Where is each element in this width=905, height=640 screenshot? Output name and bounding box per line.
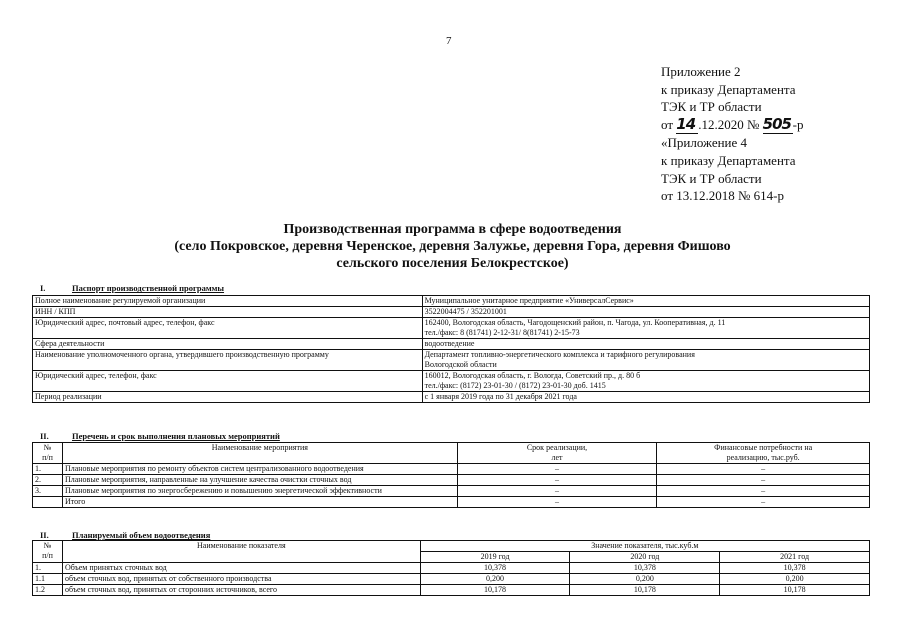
- header-year: 2021 год: [720, 552, 870, 563]
- passport-label: Период реализации: [33, 392, 423, 403]
- passport-value-line-2: Вологодской области: [424, 360, 497, 369]
- row-num: 2.: [33, 475, 63, 486]
- title-line-1: Производственная программа в сфере водоотведения: [283, 222, 622, 237]
- table-row: [33, 350, 870, 371]
- table-header-row: [33, 541, 870, 552]
- measure-financing: –: [657, 475, 870, 486]
- header-year: 2019 год: [420, 552, 570, 563]
- measure-term: –: [457, 497, 657, 508]
- header-num: [33, 443, 63, 464]
- table-row: [33, 497, 870, 508]
- measure-name: Плановые мероприятия по энергосбережению и повышению энергетической эффективности: [62, 486, 457, 497]
- row-num: 1.1: [33, 574, 63, 585]
- measure-name: Плановые мероприятия, направленные на улучшение качества очистки сточных вод: [62, 475, 457, 486]
- section3-number: II.: [40, 530, 49, 540]
- value-2019: 0,200: [420, 574, 570, 585]
- page-number: 7: [446, 35, 452, 47]
- passport-value: Муниципальное унитарное предприятие «УниверсалСервис»: [422, 296, 869, 307]
- table-row: [33, 307, 870, 318]
- passport-value-line-1: Департамент топливно-энергетического комплекса и тарифного регулирования: [424, 350, 695, 359]
- header-num-line-1: №: [43, 443, 52, 452]
- table-row: [33, 464, 870, 475]
- appendix-date-prefix: от: [661, 116, 674, 132]
- value-2021: 10,178: [720, 585, 870, 596]
- passport-value-line-1: 162400, Вологодская область, Чагодощенский район, п. Чагода, ул. Кооперативная, д. 11: [424, 318, 726, 327]
- passport-value: [422, 350, 869, 371]
- table-header-row: [33, 443, 870, 464]
- section1-number: I.: [40, 283, 46, 293]
- value-2019: 10,378: [420, 563, 570, 574]
- header-value-group: Значение показателя, тыс.куб.м: [420, 541, 869, 552]
- table-row: [33, 563, 870, 574]
- table-row: [33, 371, 870, 392]
- header-num: [33, 541, 63, 563]
- measure-term: –: [457, 475, 657, 486]
- passport-label: ИНН / КПП: [33, 307, 423, 318]
- header-financing-line-1: Финансовые потребности на: [714, 443, 813, 452]
- measure-financing: –: [657, 464, 870, 475]
- header-num-line-2: п/п: [42, 551, 53, 560]
- handwritten-order-number: 505: [762, 114, 791, 133]
- measure-financing: –: [657, 486, 870, 497]
- value-2021: 0,200: [720, 574, 870, 585]
- measure-name: Итого: [62, 497, 457, 508]
- section2-title: Перечень и срок выполнения плановых мероприятий: [72, 431, 280, 441]
- header-term-line-1: Срок реализации,: [526, 443, 588, 452]
- row-num: 1.: [33, 464, 63, 475]
- header-term-line-2: лет: [551, 453, 563, 462]
- passport-value: [422, 318, 869, 339]
- indicator-name: объем сточных вод, принятых от сторонних источников, всего: [62, 585, 420, 596]
- table-row: [33, 486, 870, 497]
- section2-heading: [40, 431, 280, 441]
- passport-label: Юридический адрес, почтовый адрес, телефон, факс: [33, 318, 423, 339]
- handwritten-day: 14: [676, 116, 698, 135]
- passport-label: Наименование уполномоченного органа, утвердившего производственную программу: [33, 350, 423, 371]
- value-2021: 10,378: [720, 563, 870, 574]
- appendix-header: [661, 63, 804, 205]
- title-line-3: сельского поселения Белокрестское): [336, 256, 569, 271]
- volume-table: [32, 540, 870, 596]
- row-num: 1.: [33, 563, 63, 574]
- measure-term: –: [457, 464, 657, 475]
- indicator-name: объем сточных вод, принятых от собственного производства: [62, 574, 420, 585]
- value-2020: 10,378: [570, 563, 720, 574]
- passport-value: водоотведение: [422, 339, 869, 350]
- passport-value-line-2: тел./факс: (8172) 23-01-30 / (8172) 23-01-30 доб. 1415: [424, 381, 606, 390]
- value-2020: 0,200: [570, 574, 720, 585]
- appendix-line-2: к приказу Департамента: [661, 81, 796, 97]
- row-num: 3.: [33, 486, 63, 497]
- header-term: [457, 443, 657, 464]
- table-row: [33, 339, 870, 350]
- measures-table: [32, 442, 870, 508]
- section3-title: Планируемый объем водоотведения: [72, 530, 211, 540]
- measure-name: Плановые мероприятия по ремонту объектов систем централизованного водоотведения: [62, 464, 457, 475]
- document-title: [0, 221, 905, 272]
- passport-label: Полное наименование регулируемой организации: [33, 296, 423, 307]
- header-financing: [657, 443, 870, 464]
- section3-heading: [40, 530, 210, 540]
- table-row: [33, 296, 870, 307]
- header-indicator-name: Наименование показателя: [62, 541, 420, 563]
- table-row: [33, 574, 870, 585]
- header-num-line-2: п/п: [42, 453, 53, 462]
- appendix-date-rest: .12.2020 №: [698, 116, 760, 132]
- appendix-line-6: к приказу Департамента: [661, 152, 796, 168]
- value-2019: 10,178: [420, 585, 570, 596]
- passport-label: Сфера деятельности: [33, 339, 423, 350]
- passport-value: 3522004475 / 352201001: [422, 307, 869, 318]
- header-measure-name: Наименование мероприятия: [62, 443, 457, 464]
- passport-table: [32, 295, 870, 403]
- appendix-order-suffix: -р: [792, 116, 804, 132]
- section1-title: Паспорт производственной программы: [72, 283, 225, 293]
- passport-value: [422, 371, 869, 392]
- passport-value-line-2: тел./факс: 8 (81741) 2-12-31/ 8(81741) 2-15-73: [424, 328, 580, 337]
- table-row: [33, 392, 870, 403]
- appendix-line-7: ТЭК и ТР области: [661, 170, 762, 186]
- title-line-2: (село Покровское, деревня Черенское, деревня Залужье, деревня Гора, деревня Фишово: [174, 239, 731, 254]
- section2-number: II.: [40, 431, 49, 441]
- passport-label: Юридический адрес, телефон, факс: [33, 371, 423, 392]
- appendix-line-1: Приложение 2: [661, 64, 741, 79]
- section1-heading: [40, 283, 224, 293]
- value-2020: 10,178: [570, 585, 720, 596]
- table-row: [33, 475, 870, 486]
- row-num: [33, 497, 63, 508]
- passport-value: с 1 января 2019 года по 31 декабря 2021 года: [422, 392, 869, 403]
- header-financing-line-2: реализацию, тыс.руб.: [726, 453, 800, 462]
- header-num-line-1: №: [43, 541, 52, 550]
- row-num: 1.2: [33, 585, 63, 596]
- table-row: [33, 585, 870, 596]
- passport-value-line-1: 160012, Вологодская область, г. Вологда, Советский пр., д. 80 б: [424, 371, 641, 380]
- indicator-name: Объем принятых сточных вод: [62, 563, 420, 574]
- appendix-line-8: от 13.12.2018 № 614-р: [661, 188, 784, 204]
- measure-financing: –: [657, 497, 870, 508]
- table-row: [33, 318, 870, 339]
- appendix-line-5: «Приложение 4: [661, 135, 748, 151]
- header-year: 2020 год: [570, 552, 720, 563]
- appendix-line-3: ТЭК и ТР области: [661, 99, 762, 115]
- measure-term: –: [457, 486, 657, 497]
